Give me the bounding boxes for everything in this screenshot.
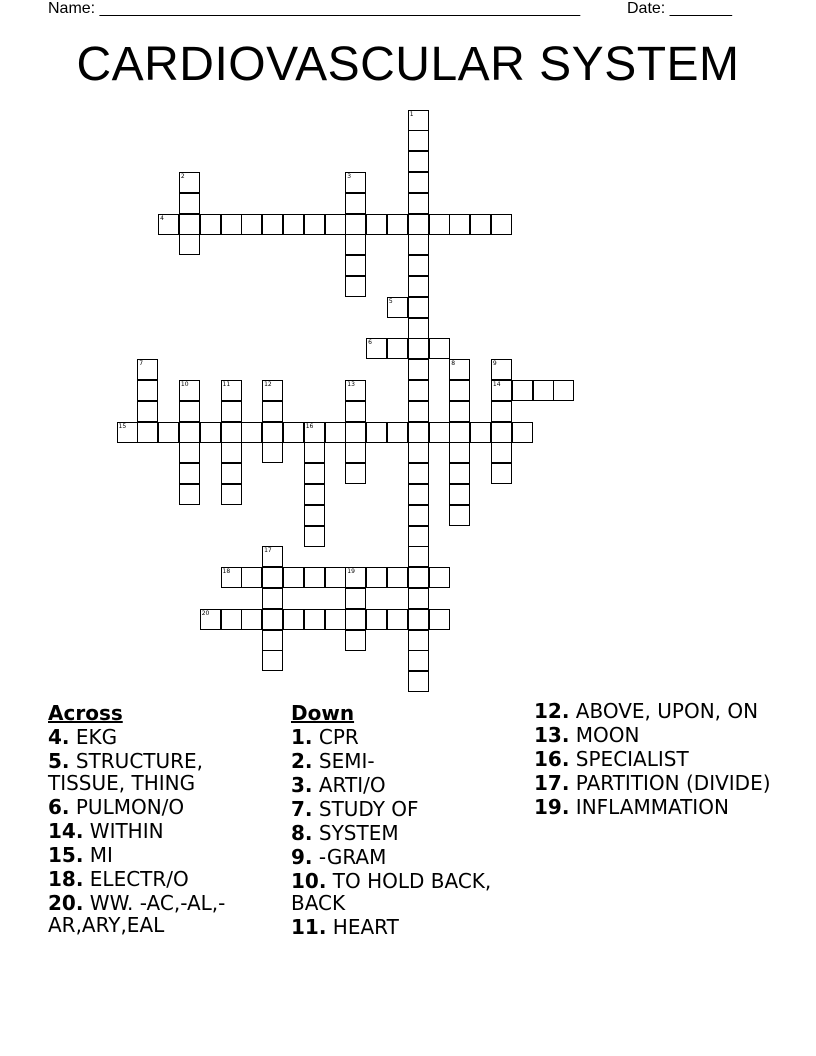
grid-cell[interactable]: [325, 567, 346, 588]
grid-cell[interactable]: [408, 630, 429, 651]
grid-cell[interactable]: [408, 276, 429, 297]
down-heading: Down: [291, 701, 355, 725]
clue-item-number: 16.: [534, 747, 570, 771]
clue-item-number: 19.: [534, 795, 570, 819]
grid-cell[interactable]: [221, 422, 242, 443]
grid-cell[interactable]: [449, 463, 470, 484]
clue-item: [48, 844, 284, 866]
grid-cell[interactable]: [262, 609, 283, 630]
clue-number: 17: [264, 547, 272, 555]
grid-cell[interactable]: [449, 484, 470, 505]
page-title: CARDIOVASCULAR SYSTEM: [76, 38, 740, 91]
clue-item: [291, 846, 527, 868]
clue-item: [534, 772, 774, 794]
grid-cell[interactable]: [408, 193, 429, 214]
grid-cell[interactable]: [304, 609, 325, 630]
grid-cell[interactable]: [408, 255, 429, 276]
grid-cell[interactable]: [262, 630, 283, 651]
grid-cell[interactable]: [200, 214, 221, 235]
grid-cell[interactable]: [262, 380, 283, 401]
clue-number: 4: [160, 214, 164, 222]
grid-cell[interactable]: [408, 172, 429, 193]
grid-cell[interactable]: [241, 214, 262, 235]
grid-cell[interactable]: [325, 422, 346, 443]
clue-item-number: 9.: [291, 845, 313, 869]
clue-item-number: 12.: [534, 699, 570, 723]
grid-cell[interactable]: [387, 214, 408, 235]
clue-item-number: 15.: [48, 843, 84, 867]
grid-cell[interactable]: [117, 422, 138, 443]
grid-cell[interactable]: [387, 422, 408, 443]
grid-cell[interactable]: [345, 255, 366, 276]
clue-number: 5: [388, 297, 393, 305]
clue-item-text: SEMI-: [312, 749, 375, 773]
grid-cell[interactable]: [158, 422, 179, 443]
across-clue-list: [48, 726, 284, 936]
grid-cell[interactable]: [179, 484, 200, 505]
grid-cell[interactable]: [179, 172, 200, 193]
clue-item-text: EKG: [69, 725, 118, 749]
clue-item-text: WW. -AC,-AL,-AR,ARY,EAL: [48, 891, 226, 937]
clue-number: 3: [347, 172, 352, 180]
clue-item-text: WITHIN: [83, 819, 164, 843]
clue-item: [291, 916, 527, 938]
clue-item: [534, 748, 774, 770]
grid-cell[interactable]: [262, 401, 283, 422]
grid-cell[interactable]: [387, 297, 408, 318]
clue-item: [48, 820, 284, 842]
clue-item-number: 6.: [48, 795, 70, 819]
clue-item-text: MI: [83, 843, 113, 867]
grid-cell[interactable]: [408, 463, 429, 484]
grid-cell[interactable]: [283, 422, 304, 443]
grid-cell[interactable]: [304, 442, 325, 463]
clue-item: [534, 724, 774, 746]
grid-cell[interactable]: [345, 214, 366, 235]
grid-cell[interactable]: [325, 609, 346, 630]
grid-cell[interactable]: [408, 588, 429, 609]
down-continued-clue-list: [534, 700, 774, 818]
clue-number: 1: [409, 110, 414, 118]
down-clues: [291, 700, 527, 940]
clue-item-number: 14.: [48, 819, 84, 843]
clue-number: 14: [492, 380, 501, 388]
clue-number: 20: [201, 609, 210, 617]
name-field-label: Name: ______________________________________________________: [48, 0, 581, 17]
grid-cell[interactable]: [221, 484, 242, 505]
clue-item: [534, 796, 774, 818]
grid-cell[interactable]: [262, 422, 283, 443]
grid-cell[interactable]: [449, 359, 470, 380]
grid-cell[interactable]: [408, 401, 429, 422]
clue-item-number: 20.: [48, 891, 84, 915]
clue-number: 10: [180, 380, 189, 388]
grid-cell[interactable]: [408, 318, 429, 339]
grid-cell[interactable]: [221, 380, 242, 401]
grid-cell[interactable]: [179, 442, 200, 463]
grid-cell[interactable]: [449, 422, 470, 443]
grid-cell[interactable]: [491, 214, 512, 235]
grid-cell[interactable]: [553, 380, 574, 401]
grid-cell[interactable]: [137, 422, 158, 443]
grid-cell[interactable]: [408, 338, 429, 359]
grid-cell[interactable]: [200, 422, 221, 443]
clue-number: 18: [222, 568, 231, 576]
clue-item: [48, 892, 284, 936]
grid-cell[interactable]: [429, 338, 450, 359]
clue-item-text: INFLAMMATION: [569, 795, 729, 819]
grid-cell[interactable]: [491, 401, 512, 422]
grid-cell[interactable]: [179, 214, 200, 235]
clue-item: [291, 870, 527, 914]
clue-item-number: 13.: [534, 723, 570, 747]
clue-item-number: 10.: [291, 869, 327, 893]
grid-cell[interactable]: [491, 442, 512, 463]
clue-item-text: SPECIALIST: [569, 747, 689, 771]
grid-cell[interactable]: [262, 214, 283, 235]
grid-cell[interactable]: [408, 214, 429, 235]
grid-cell[interactable]: [304, 463, 325, 484]
date-field-label: Date: _______: [627, 0, 732, 17]
clue-item-text: ARTI/O: [312, 773, 386, 797]
grid-cell[interactable]: [512, 422, 533, 443]
grid-cell[interactable]: [304, 505, 325, 526]
grid-cell[interactable]: [408, 110, 429, 131]
clue-item-text: STUDY OF: [312, 797, 419, 821]
grid-cell[interactable]: [491, 359, 512, 380]
clue-number: 9: [492, 360, 497, 368]
grid-cell[interactable]: [325, 214, 346, 235]
grid-cell[interactable]: [262, 567, 283, 588]
across-clues: [48, 700, 284, 938]
grid-cell[interactable]: [408, 567, 429, 588]
grid-cell[interactable]: [304, 484, 325, 505]
grid-cell[interactable]: [262, 546, 283, 567]
grid-cell[interactable]: [449, 214, 470, 235]
clue-number: 8: [451, 360, 456, 368]
clue-item-text: ABOVE, UPON, ON: [569, 699, 759, 723]
clue-item-text: MOON: [569, 723, 640, 747]
grid-cell[interactable]: [470, 214, 491, 235]
clue-item: [291, 774, 527, 796]
grid-cell[interactable]: [345, 422, 366, 443]
grid-cell[interactable]: [345, 463, 366, 484]
grid-cell[interactable]: [408, 484, 429, 505]
grid-cell[interactable]: [241, 567, 262, 588]
clue-item: [291, 750, 527, 772]
grid-cell[interactable]: [449, 442, 470, 463]
grid-cell[interactable]: [387, 609, 408, 630]
grid-cell[interactable]: [366, 609, 387, 630]
grid-cell[interactable]: [429, 609, 450, 630]
clue-item: [48, 868, 284, 890]
grid-cell[interactable]: [221, 567, 242, 588]
grid-cell[interactable]: [345, 276, 366, 297]
grid-cell[interactable]: [137, 380, 158, 401]
grid-cell[interactable]: [179, 463, 200, 484]
clue-item-text: CPR: [312, 725, 359, 749]
grid-cell[interactable]: [304, 422, 325, 443]
grid-cell[interactable]: [283, 609, 304, 630]
grid-cell[interactable]: [408, 526, 429, 547]
clue-number: 16: [305, 422, 314, 430]
clue-number: 19: [347, 568, 355, 576]
grid-cell[interactable]: [429, 214, 450, 235]
clue-item-number: 2.: [291, 749, 313, 773]
grid-cell[interactable]: [366, 214, 387, 235]
clue-item-text: ELECTR/O: [83, 867, 189, 891]
clue-item-number: 18.: [48, 867, 84, 891]
clue-item-text: PULMON/O: [69, 795, 185, 819]
grid-cell[interactable]: [533, 380, 554, 401]
grid-cell[interactable]: [387, 338, 408, 359]
clue-item-number: 7.: [291, 797, 313, 821]
clue-item-number: 1.: [291, 725, 313, 749]
grid-cell[interactable]: [345, 401, 366, 422]
grid-cell[interactable]: [345, 442, 366, 463]
grid-cell[interactable]: [221, 609, 242, 630]
grid-cell[interactable]: [221, 214, 242, 235]
grid-cell[interactable]: [408, 442, 429, 463]
grid-cell[interactable]: [366, 567, 387, 588]
grid-cell[interactable]: [304, 567, 325, 588]
grid-cell[interactable]: [470, 422, 491, 443]
grid-cell[interactable]: [221, 401, 242, 422]
clue-item: [48, 726, 284, 748]
clue-item-text: STRUCTURE, TISSUE, THING: [48, 749, 204, 795]
grid-cell[interactable]: [408, 380, 429, 401]
grid-cell[interactable]: [241, 422, 262, 443]
grid-cell[interactable]: [345, 609, 366, 630]
grid-cell[interactable]: [512, 380, 533, 401]
grid-cell[interactable]: [241, 609, 262, 630]
grid-cell[interactable]: [408, 297, 429, 318]
clue-item-number: 4.: [48, 725, 70, 749]
clue-item: [48, 750, 284, 794]
grid-cell[interactable]: [221, 463, 242, 484]
clue-number: 13: [347, 380, 355, 388]
grid-cell[interactable]: [304, 526, 325, 547]
clue-item: [48, 796, 284, 818]
grid-cell[interactable]: [179, 422, 200, 443]
clue-item-text: -GRAM: [312, 845, 387, 869]
grid-cell[interactable]: [179, 380, 200, 401]
grid-cell[interactable]: [491, 422, 512, 443]
clue-item-text: SYSTEM: [312, 821, 399, 845]
grid-cell[interactable]: [345, 380, 366, 401]
grid-cell[interactable]: [137, 401, 158, 422]
grid-cell[interactable]: [408, 609, 429, 630]
grid-cell[interactable]: [345, 630, 366, 651]
clue-item-text: PARTITION (DIVIDE): [569, 771, 771, 795]
grid-cell[interactable]: [491, 463, 512, 484]
grid-cell[interactable]: [408, 505, 429, 526]
across-heading: Across: [48, 701, 123, 725]
grid-cell[interactable]: [366, 422, 387, 443]
grid-cell[interactable]: [262, 588, 283, 609]
grid-cell[interactable]: [408, 359, 429, 380]
grid-cell[interactable]: [262, 442, 283, 463]
down-clues-continued: [534, 700, 774, 820]
clue-item-number: 3.: [291, 773, 313, 797]
grid-cell[interactable]: [179, 234, 200, 255]
clue-item: [291, 798, 527, 820]
grid-cell[interactable]: [158, 214, 179, 235]
grid-cell[interactable]: [283, 567, 304, 588]
grid-cell[interactable]: [408, 546, 429, 567]
grid-cell[interactable]: [345, 193, 366, 214]
clue-item-number: 5.: [48, 749, 70, 773]
clue-item: [291, 822, 527, 844]
grid-cell[interactable]: [429, 567, 450, 588]
grid-cell[interactable]: [345, 234, 366, 255]
grid-cell[interactable]: [491, 380, 512, 401]
grid-cell[interactable]: [449, 505, 470, 526]
grid-cell[interactable]: [408, 151, 429, 172]
grid-cell[interactable]: [179, 401, 200, 422]
grid-cell[interactable]: [408, 130, 429, 151]
grid-cell[interactable]: [221, 442, 242, 463]
clue-item-number: 17.: [534, 771, 570, 795]
grid-cell[interactable]: [408, 234, 429, 255]
grid-cell[interactable]: [366, 338, 387, 359]
clue-number: 11: [222, 380, 231, 388]
down-clue-list: [291, 726, 527, 938]
grid-cell[interactable]: [408, 422, 429, 443]
grid-cell[interactable]: [345, 567, 366, 588]
grid-cell[interactable]: [408, 650, 429, 671]
grid-cell[interactable]: [345, 588, 366, 609]
clue-number: 7: [139, 360, 144, 368]
grid-cell[interactable]: [429, 422, 450, 443]
clue-item-number: 8.: [291, 821, 313, 845]
clue-item: [291, 726, 527, 748]
grid-cell[interactable]: [408, 671, 429, 692]
grid-cell[interactable]: [387, 567, 408, 588]
clue-number: 2: [180, 172, 185, 180]
grid-cell[interactable]: [449, 380, 470, 401]
grid-cell[interactable]: [449, 401, 470, 422]
clue-number: 15: [118, 422, 127, 430]
clue-number: 6: [368, 339, 372, 347]
clue-item-text: TO HOLD BACK, BACK: [291, 869, 492, 915]
grid-cell[interactable]: [345, 172, 366, 193]
grid-cell[interactable]: [283, 214, 304, 235]
grid-cell[interactable]: [262, 650, 283, 671]
grid-cell[interactable]: [304, 214, 325, 235]
clue-item-text: HEART: [326, 915, 399, 939]
grid-cell[interactable]: [179, 193, 200, 214]
grid-cell[interactable]: [137, 359, 158, 380]
grid-cell[interactable]: [200, 609, 221, 630]
clue-item: [534, 700, 774, 722]
clue-number: 12: [264, 380, 272, 388]
clue-item-number: 11.: [291, 915, 327, 939]
